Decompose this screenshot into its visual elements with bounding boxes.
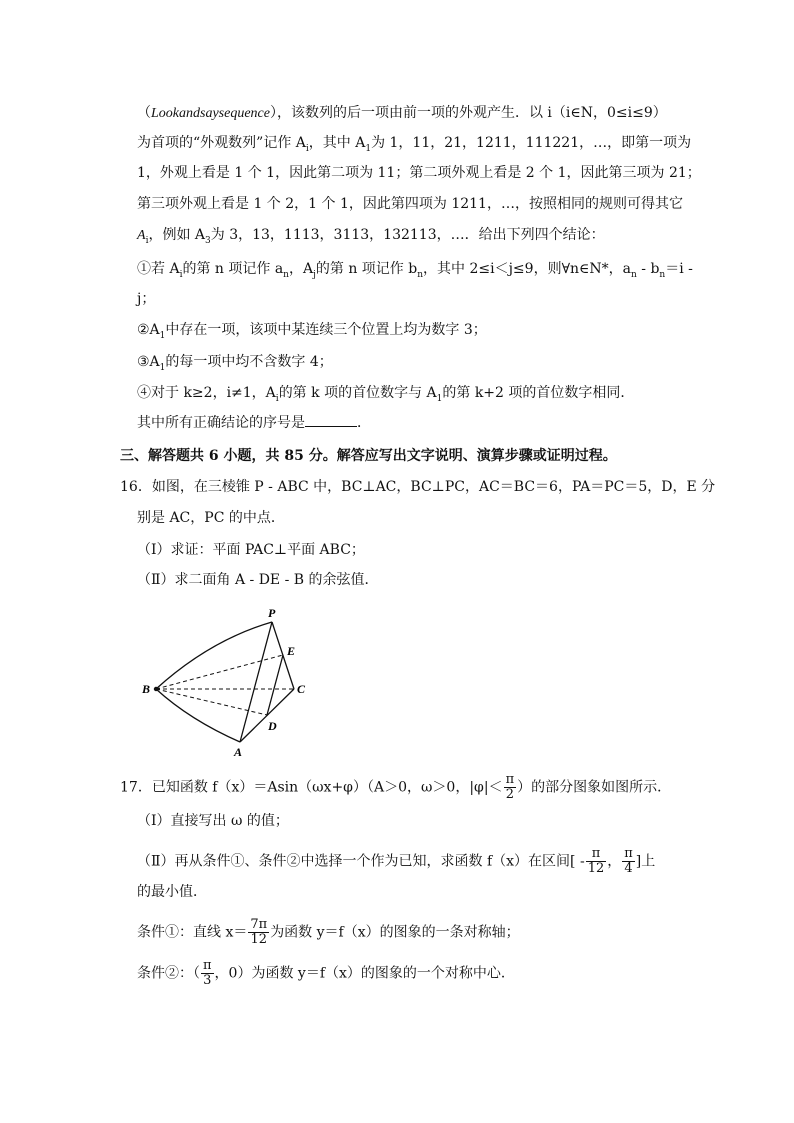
text: （Ⅱ）再从条件①、条件②中选择一个作为已知，求函数 f（x）在区间[ -: [137, 853, 585, 870]
sub: j: [313, 269, 316, 280]
text: ，其中 2≤i＜j≤9，则∀n∈N*，a: [423, 261, 632, 277]
numerator: π: [505, 772, 515, 787]
numerator: 7π: [250, 917, 268, 932]
text: ，例如 A: [148, 227, 206, 243]
text: 的第 k 项的首位数字与 A: [278, 385, 437, 401]
text: ．: [357, 415, 371, 431]
text: ，A: [288, 261, 314, 277]
sub: i: [145, 235, 149, 246]
statement-2: [137, 320, 487, 346]
statement-4: [137, 383, 634, 409]
text: ，其中 A: [308, 135, 366, 151]
sub: i: [275, 393, 279, 404]
intro-line-4: 第三项外观上看是 1 个 2，1 个 1，因此第四项为 1211，…，按照相同的规则可得其它: [137, 196, 683, 212]
q17-part-1: （Ⅰ）直接写出 ω 的值；: [137, 813, 289, 829]
text: 的第 n 项记作 a: [182, 261, 284, 277]
text: ＝i -: [665, 261, 693, 277]
text: ③A: [137, 354, 160, 370]
intro-line-5: [137, 225, 605, 251]
text: A: [137, 228, 146, 243]
text: ]上: [635, 853, 656, 870]
fraction-7pi-over-12: [248, 918, 269, 947]
denominator: 12: [250, 932, 268, 947]
edge-AC: [240, 689, 294, 742]
label-A: A: [234, 745, 243, 759]
q17-condition-1: [137, 918, 520, 947]
edge-DE: [267, 655, 283, 715]
text: ④对于 k≥2，i≠1，A: [137, 385, 276, 401]
text: 条件①：直线 x＝: [137, 924, 248, 941]
question-number: 17．: [120, 779, 152, 796]
text: 其中所有正确结论的序号是: [137, 415, 305, 431]
intro-line-3: 1，外观上看是 1 个 1，因此第二项为 11；第二项外观上看是 2 个 1，因此第三项为 21；: [137, 165, 701, 181]
text: ②A: [137, 322, 160, 338]
text: 的每一项中均不含数字 4；: [165, 354, 333, 370]
text: 的第 k+2 项的首位数字相同．: [442, 385, 635, 401]
q17-part-2-cont: 的最小值．: [137, 884, 207, 900]
sub: 1: [365, 143, 372, 154]
q17-line-1: [120, 773, 671, 802]
answer-prompt: [137, 413, 371, 433]
q17-part-2: [137, 847, 655, 876]
q17-condition-2: [137, 959, 515, 988]
denominator: 4: [624, 861, 633, 876]
sub: 3: [205, 235, 211, 246]
fraction-pi-over-2: [504, 773, 517, 802]
vertex-B-dot: [154, 687, 158, 691]
text: 为首项的“外观数列”记作 A: [137, 135, 306, 151]
label-D: D: [268, 719, 277, 733]
text: - b: [636, 261, 660, 277]
text: ）的部分图象如图所示．: [517, 779, 672, 796]
denominator: 2: [505, 787, 514, 802]
sub: n: [283, 269, 289, 280]
text: ），该数列的后一项由前一项的外观产生．以 i（i∈N，0≤i≤9）: [269, 105, 667, 121]
fraction-pi-over-4: [622, 847, 635, 876]
denominator: 3: [203, 973, 212, 988]
text: 为函数 y＝f（x）的图象的一条对称轴；: [270, 924, 520, 941]
numerator: π: [624, 846, 633, 861]
sub: 1: [159, 362, 166, 373]
q16-part-2: （Ⅱ）求二面角 A - DE - B 的余弦值．: [137, 572, 379, 588]
numerator: π: [586, 847, 607, 862]
section-heading: 三、解答题共 6 小题，共 85 分。解答应写出文字说明、演算步骤或证明过程。: [120, 448, 617, 464]
text: 中存在一项，该项中某连续三个位置上均为数字 3；: [165, 322, 487, 338]
q16-line-1: [120, 477, 715, 497]
pyramid-figure: [130, 600, 320, 760]
label-E: E: [287, 644, 296, 658]
term-english: Lookandsaysequence: [151, 106, 270, 121]
intro-line-1: [137, 103, 667, 124]
sub: i: [179, 269, 183, 280]
label-B: B: [142, 682, 151, 696]
label-P: P: [268, 606, 276, 620]
text: 条件②：（: [137, 965, 200, 982]
denominator: 12: [587, 861, 605, 876]
q16-line-2: 别是 AC，PC 的中点．: [137, 510, 285, 526]
text: ，0）为函数 y＝f（x）的图象的一个对称中心．: [214, 965, 515, 982]
edge-BA: [156, 689, 240, 742]
sub: 1: [436, 393, 443, 404]
edge-BP: [156, 622, 272, 689]
question-number: 16．: [120, 479, 152, 495]
fraction-pi-over-12: [586, 847, 607, 876]
edge-BE-hidden: [156, 655, 283, 689]
sub: n: [659, 269, 666, 280]
statement-1-cont: j；: [137, 291, 156, 307]
q16-part-1: （Ⅰ）求证：平面 PAC⊥平面 ABC；: [137, 542, 365, 558]
statement-3: [137, 352, 333, 378]
text: 为 3，13，1113，3113，132113，…．给出下列四个结论：: [210, 227, 605, 243]
text: ①若 A: [137, 261, 180, 277]
label-C: C: [297, 682, 306, 696]
fraction-pi-over-3: [201, 959, 214, 988]
text: ，: [607, 853, 622, 870]
answer-blank[interactable]: [305, 413, 357, 427]
sub: 1: [159, 330, 166, 341]
text: 已知函数 f（x）＝Asin（ωx+φ）（A＞0，ω＞0，|φ|＜: [151, 779, 503, 796]
numerator: π: [203, 958, 212, 973]
sub: i: [305, 143, 309, 154]
intro-line-2: [137, 133, 691, 159]
sub: n: [631, 269, 637, 280]
sub: n: [417, 269, 424, 280]
text: （: [137, 105, 151, 121]
statement-1: [137, 259, 693, 285]
text: 的第 n 项记作 b: [315, 261, 418, 277]
text: 如图，在三棱锥 P - ABC 中，BC⊥AC，BC⊥PC，AC＝BC＝6，PA＝PC＝5，D，E 分: [151, 479, 716, 495]
text: 为 1，11，21，1211，111221，…，即第一项为: [371, 135, 692, 151]
